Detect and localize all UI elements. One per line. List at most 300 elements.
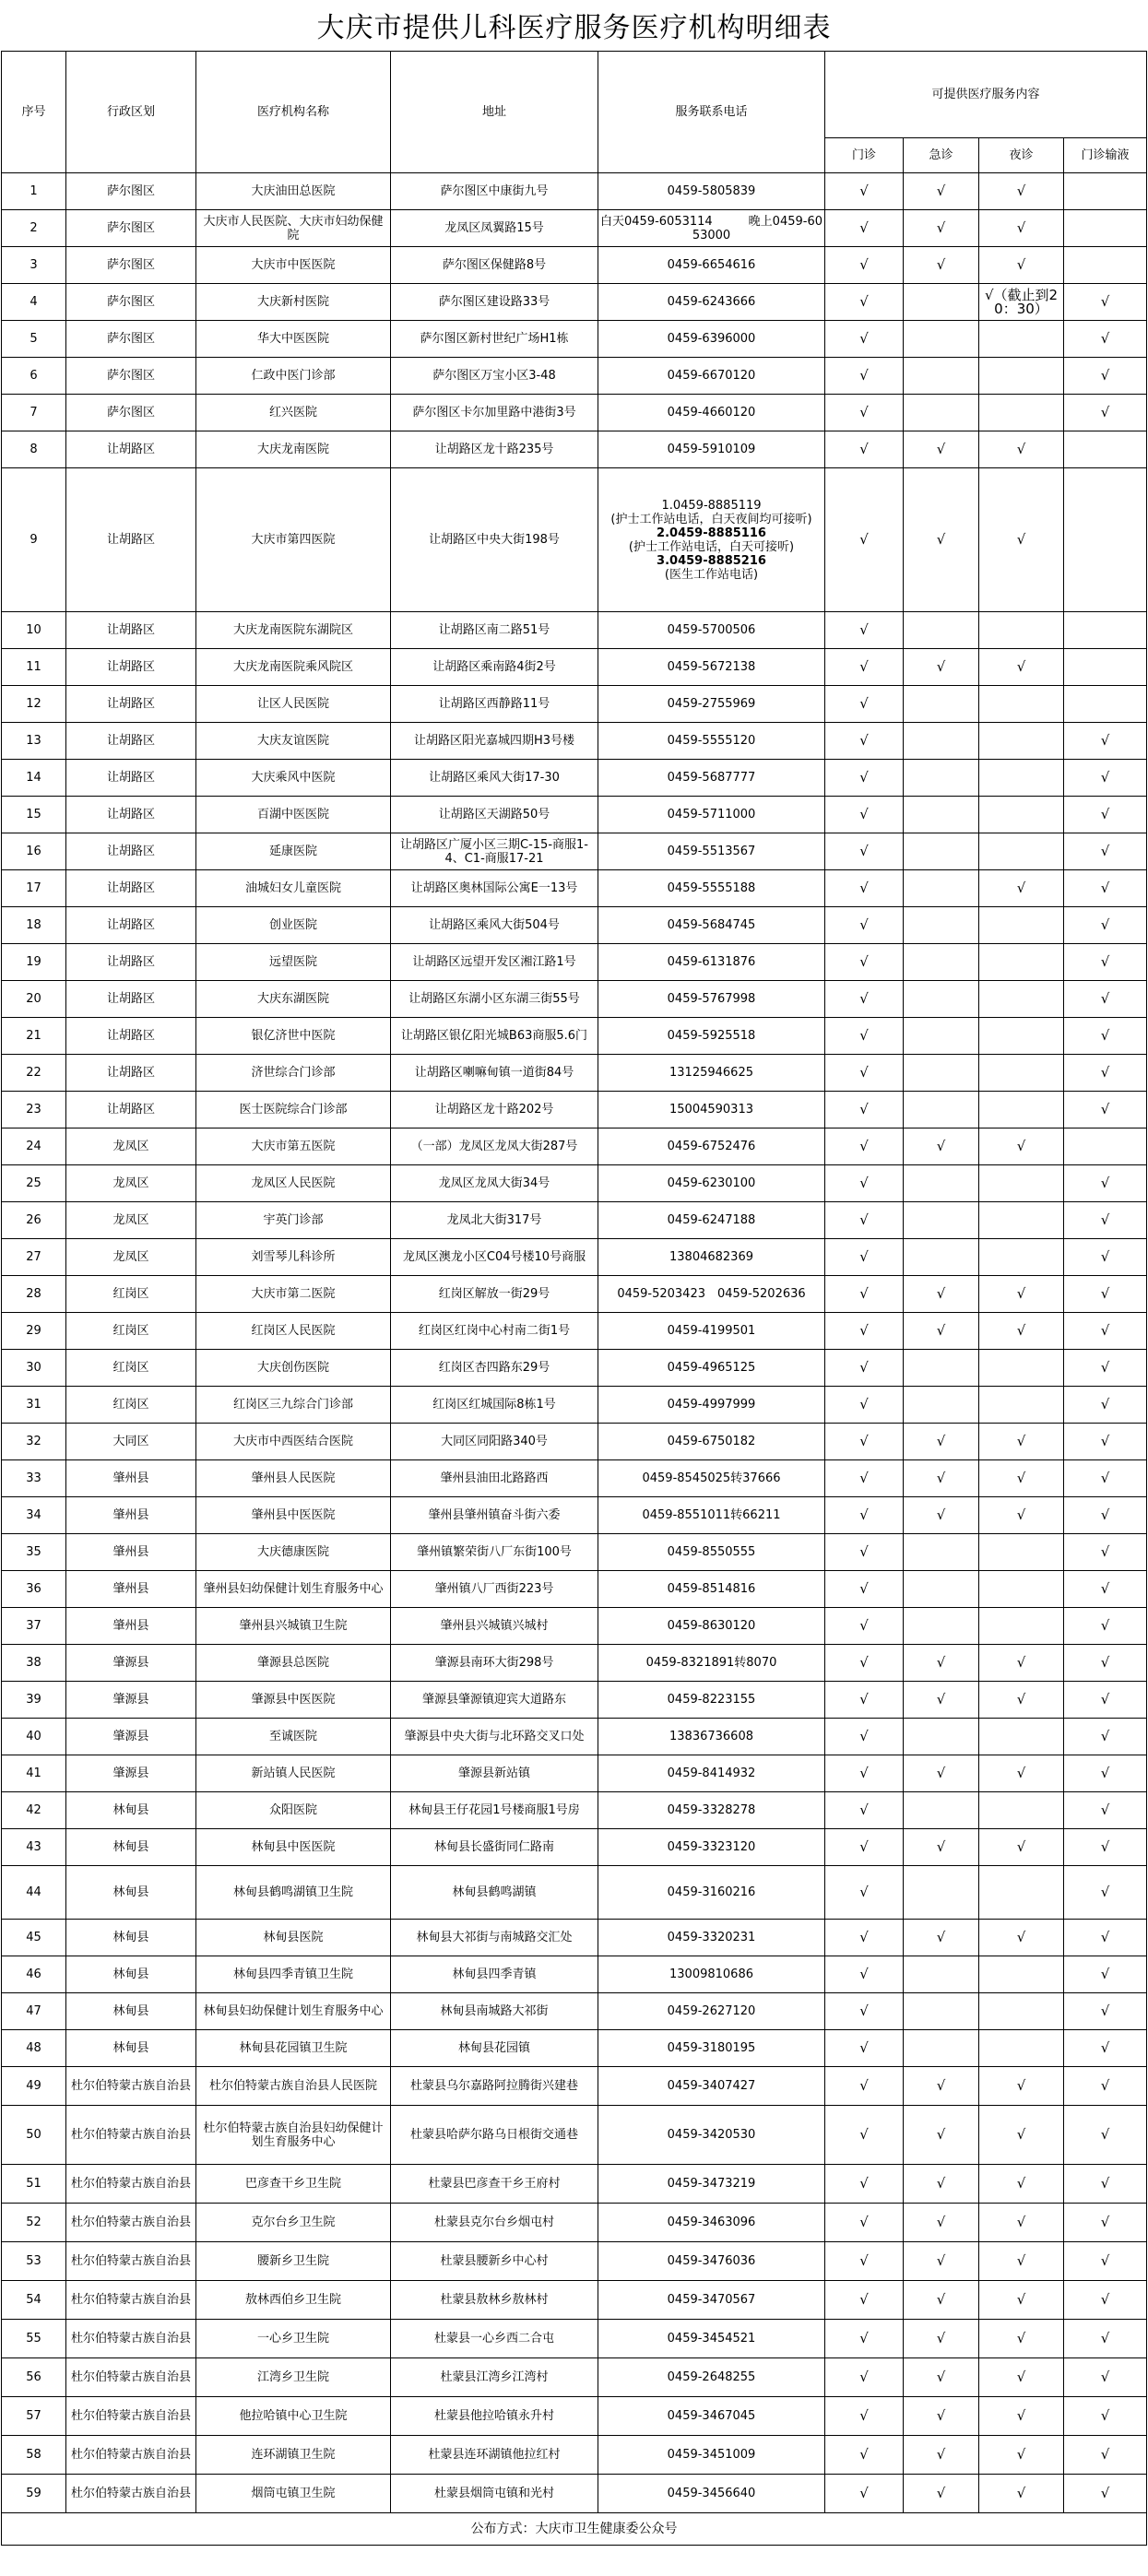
outpatient-check: √ bbox=[825, 1497, 904, 1534]
row-number: 30 bbox=[2, 1350, 66, 1387]
emergency-check: √ bbox=[904, 2242, 979, 2281]
night-check: √ bbox=[979, 2397, 1064, 2436]
table-row bbox=[2, 1018, 1147, 1055]
infusion-check: √ bbox=[1064, 1387, 1147, 1424]
row-district: 林甸县 bbox=[66, 1792, 196, 1829]
row-phone: 0459-5555188 bbox=[598, 870, 825, 907]
infusion-check: √ bbox=[1064, 1920, 1147, 1956]
row-phone: 0459-5925518 bbox=[598, 1018, 825, 1055]
row-district: 红岗区 bbox=[66, 1276, 196, 1313]
row-phone: 13804682369 bbox=[598, 1239, 825, 1276]
outpatient-check: √ bbox=[825, 2242, 904, 2281]
emergency-check: √ bbox=[904, 1920, 979, 1956]
table-row bbox=[2, 1276, 1147, 1313]
night-check: √ bbox=[979, 2067, 1064, 2106]
infusion-check: √ bbox=[1064, 2106, 1147, 2165]
row-hospital-name: 济世综合门诊部 bbox=[196, 1055, 391, 1092]
row-hospital-name: 林甸县四季青镇卫生院 bbox=[196, 1956, 391, 1993]
infusion-check: √ bbox=[1064, 944, 1147, 981]
row-district: 萨尔图区 bbox=[66, 173, 196, 210]
night-check bbox=[979, 686, 1064, 723]
row-district: 肇州县 bbox=[66, 1497, 196, 1534]
emergency-check bbox=[904, 833, 979, 870]
emergency-check bbox=[904, 1866, 979, 1920]
infusion-check bbox=[1064, 431, 1147, 468]
row-district: 林甸县 bbox=[66, 2030, 196, 2067]
row-phone: 0459-4199501 bbox=[598, 1313, 825, 1350]
infusion-check: √ bbox=[1064, 1534, 1147, 1571]
emergency-check bbox=[904, 1165, 979, 1202]
table-row bbox=[2, 2475, 1147, 2513]
row-hospital-name: 肇州县人民医院 bbox=[196, 1460, 391, 1497]
night-check bbox=[979, 358, 1064, 395]
infusion-check: √ bbox=[1064, 1424, 1147, 1460]
row-phone: 0459-5805839 bbox=[598, 173, 825, 210]
row-address: 肇州镇繁荣街八厂东街100号 bbox=[391, 1534, 598, 1571]
row-address: 萨尔图区中康街九号 bbox=[391, 173, 598, 210]
row-hospital-name: 肇州县妇幼保健计划生育服务中心 bbox=[196, 1571, 391, 1608]
row-number: 56 bbox=[2, 2358, 66, 2397]
outpatient-check: √ bbox=[825, 833, 904, 870]
row-phone: 0459-3467045 bbox=[598, 2397, 825, 2436]
row-phone: 0459-4965125 bbox=[598, 1350, 825, 1387]
row-number: 13 bbox=[2, 723, 66, 760]
table-row bbox=[2, 1571, 1147, 1608]
row-address: 让胡路区奥林国际公寓E一13号 bbox=[391, 870, 598, 907]
night-check: √ bbox=[979, 649, 1064, 686]
row-phone: 13836736608 bbox=[598, 1719, 825, 1755]
row-hospital-name: 林甸县中医医院 bbox=[196, 1829, 391, 1866]
emergency-check: √ bbox=[904, 1276, 979, 1313]
outpatient-check: √ bbox=[825, 468, 904, 612]
row-address: 肇源县肇源镇迎宾大道路东 bbox=[391, 1682, 598, 1719]
outpatient-check: √ bbox=[825, 2281, 904, 2320]
row-number: 28 bbox=[2, 1276, 66, 1313]
row-district: 让胡路区 bbox=[66, 797, 196, 833]
row-district: 让胡路区 bbox=[66, 686, 196, 723]
row-phone: 0459-3407427 bbox=[598, 2067, 825, 2106]
row-number: 21 bbox=[2, 1018, 66, 1055]
row-number: 22 bbox=[2, 1055, 66, 1092]
row-number: 27 bbox=[2, 1239, 66, 1276]
row-number: 29 bbox=[2, 1313, 66, 1350]
night-check bbox=[979, 395, 1064, 431]
row-hospital-name: 医士医院综合门诊部 bbox=[196, 1092, 391, 1128]
table-row bbox=[2, 2320, 1147, 2358]
row-district: 红岗区 bbox=[66, 1387, 196, 1424]
row-hospital-name: 杜尔伯特蒙古族自治县人民医院 bbox=[196, 2067, 391, 2106]
row-district: 萨尔图区 bbox=[66, 395, 196, 431]
row-district: 让胡路区 bbox=[66, 612, 196, 649]
table-row bbox=[2, 1534, 1147, 1571]
infusion-check: √ bbox=[1064, 2475, 1147, 2513]
row-hospital-name: 大庆创伤医院 bbox=[196, 1350, 391, 1387]
row-district: 萨尔图区 bbox=[66, 247, 196, 284]
outpatient-check: √ bbox=[825, 1387, 904, 1424]
table-row bbox=[2, 1460, 1147, 1497]
row-number: 7 bbox=[2, 395, 66, 431]
night-check bbox=[979, 1239, 1064, 1276]
row-number: 47 bbox=[2, 1993, 66, 2030]
row-number: 10 bbox=[2, 612, 66, 649]
row-phone: 0459-6243666 bbox=[598, 284, 825, 321]
row-address: （一部）龙凤区龙凤大街287号 bbox=[391, 1128, 598, 1165]
row-hospital-name: 油城妇女儿童医院 bbox=[196, 870, 391, 907]
outpatient-check: √ bbox=[825, 1755, 904, 1792]
row-address: 让胡路区西静路11号 bbox=[391, 686, 598, 723]
row-address: 红岗区红城国际8栋1号 bbox=[391, 1387, 598, 1424]
row-address: 红岗区解放一街29号 bbox=[391, 1276, 598, 1313]
row-number: 19 bbox=[2, 944, 66, 981]
row-hospital-name: 大庆市中医医院 bbox=[196, 247, 391, 284]
row-number: 42 bbox=[2, 1792, 66, 1829]
row-address: 萨尔图区建设路33号 bbox=[391, 284, 598, 321]
row-district: 让胡路区 bbox=[66, 833, 196, 870]
row-hospital-name: 巴彦查干乡卫生院 bbox=[196, 2165, 391, 2204]
row-number: 1 bbox=[2, 173, 66, 210]
table-row bbox=[2, 1092, 1147, 1128]
row-number: 46 bbox=[2, 1956, 66, 1993]
night-check: √（截止到20：30） bbox=[979, 284, 1064, 321]
emergency-check: √ bbox=[904, 173, 979, 210]
table-row bbox=[2, 173, 1147, 210]
row-hospital-name: 至诚医院 bbox=[196, 1719, 391, 1755]
row-address: 杜蒙县烟筒屯镇和光村 bbox=[391, 2475, 598, 2513]
row-address: 肇州县肇州镇奋斗街六委 bbox=[391, 1497, 598, 1534]
table-row bbox=[2, 2242, 1147, 2281]
row-district: 杜尔伯特蒙古族自治县 bbox=[66, 2397, 196, 2436]
row-address: 龙凤区澳龙小区C04号楼10号商服 bbox=[391, 1239, 598, 1276]
table-row bbox=[2, 723, 1147, 760]
infusion-check: √ bbox=[1064, 1276, 1147, 1313]
infusion-check: √ bbox=[1064, 321, 1147, 358]
table-row bbox=[2, 833, 1147, 870]
row-district: 肇源县 bbox=[66, 1682, 196, 1719]
outpatient-check: √ bbox=[825, 2204, 904, 2242]
row-number: 49 bbox=[2, 2067, 66, 2106]
infusion-check: √ bbox=[1064, 2030, 1147, 2067]
infusion-check: √ bbox=[1064, 1608, 1147, 1645]
night-check: √ bbox=[979, 431, 1064, 468]
row-number: 53 bbox=[2, 2242, 66, 2281]
table-row bbox=[2, 1755, 1147, 1792]
row-hospital-name: 他拉哈镇中心卫生院 bbox=[196, 2397, 391, 2436]
night-check: √ bbox=[979, 1424, 1064, 1460]
infusion-check: √ bbox=[1064, 2436, 1147, 2475]
row-address: 让胡路区乘风大街17-30 bbox=[391, 760, 598, 797]
table-row bbox=[2, 2397, 1147, 2436]
emergency-check bbox=[904, 1055, 979, 1092]
row-district: 萨尔图区 bbox=[66, 210, 196, 247]
emergency-check bbox=[904, 1387, 979, 1424]
row-number: 11 bbox=[2, 649, 66, 686]
infusion-check bbox=[1064, 612, 1147, 649]
row-phone: 15004590313 bbox=[598, 1092, 825, 1128]
table-row bbox=[2, 1993, 1147, 2030]
row-district: 让胡路区 bbox=[66, 944, 196, 981]
night-check bbox=[979, 907, 1064, 944]
row-number: 35 bbox=[2, 1534, 66, 1571]
table-row bbox=[2, 2204, 1147, 2242]
outpatient-check: √ bbox=[825, 321, 904, 358]
table-row bbox=[2, 907, 1147, 944]
row-district: 红岗区 bbox=[66, 1313, 196, 1350]
outpatient-check: √ bbox=[825, 1829, 904, 1866]
emergency-check bbox=[904, 1956, 979, 1993]
row-number: 39 bbox=[2, 1682, 66, 1719]
row-phone: 0459-5711000 bbox=[598, 797, 825, 833]
outpatient-check: √ bbox=[825, 1055, 904, 1092]
emergency-check bbox=[904, 981, 979, 1018]
emergency-check: √ bbox=[904, 2436, 979, 2475]
night-check: √ bbox=[979, 173, 1064, 210]
row-hospital-name: 华大中医医院 bbox=[196, 321, 391, 358]
row-phone: 0459-2648255 bbox=[598, 2358, 825, 2397]
infusion-check bbox=[1064, 1128, 1147, 1165]
emergency-check bbox=[904, 612, 979, 649]
phone-line: 2.0459-8885116 bbox=[657, 526, 766, 540]
infusion-check: √ bbox=[1064, 1165, 1147, 1202]
row-address: 龙凤区龙凤大街34号 bbox=[391, 1165, 598, 1202]
row-address: 杜蒙县江湾乡江湾村 bbox=[391, 2358, 598, 2397]
emergency-check: √ bbox=[904, 649, 979, 686]
row-address: 让胡路区龙十路235号 bbox=[391, 431, 598, 468]
row-phone: 0459-6654616 bbox=[598, 247, 825, 284]
night-check bbox=[979, 1092, 1064, 1128]
infusion-check: √ bbox=[1064, 1829, 1147, 1866]
outpatient-check: √ bbox=[825, 686, 904, 723]
night-check bbox=[979, 2030, 1064, 2067]
row-address: 大同区同阳路340号 bbox=[391, 1424, 598, 1460]
outpatient-check: √ bbox=[825, 2436, 904, 2475]
emergency-check bbox=[904, 1092, 979, 1128]
infusion-check: √ bbox=[1064, 2204, 1147, 2242]
emergency-check: √ bbox=[904, 431, 979, 468]
row-number: 17 bbox=[2, 870, 66, 907]
row-phone: 0459-6247188 bbox=[598, 1202, 825, 1239]
infusion-check: √ bbox=[1064, 2281, 1147, 2320]
emergency-check: √ bbox=[904, 2475, 979, 2513]
outpatient-check: √ bbox=[825, 870, 904, 907]
row-hospital-name: 大庆东湖医院 bbox=[196, 981, 391, 1018]
row-address: 让胡路区广厦小区三期C-15-商服1-4、C1-商服17-21 bbox=[391, 833, 598, 870]
emergency-check bbox=[904, 1719, 979, 1755]
row-district: 林甸县 bbox=[66, 1993, 196, 2030]
header-no: 序号 bbox=[2, 52, 66, 173]
infusion-check: √ bbox=[1064, 395, 1147, 431]
infusion-check: √ bbox=[1064, 1755, 1147, 1792]
row-hospital-name: 林甸县医院 bbox=[196, 1920, 391, 1956]
emergency-check: √ bbox=[904, 2106, 979, 2165]
infusion-check: √ bbox=[1064, 833, 1147, 870]
row-district: 林甸县 bbox=[66, 1920, 196, 1956]
row-phone: 0459-5684745 bbox=[598, 907, 825, 944]
phone-line: (医生工作站电话) bbox=[664, 567, 759, 582]
row-phone: 0459-5513567 bbox=[598, 833, 825, 870]
table-row bbox=[2, 612, 1147, 649]
table-row bbox=[2, 284, 1147, 321]
infusion-check: √ bbox=[1064, 797, 1147, 833]
infusion-check bbox=[1064, 468, 1147, 612]
night-check: √ bbox=[979, 1276, 1064, 1313]
night-check: √ bbox=[979, 210, 1064, 247]
row-address: 杜蒙县腰新乡中心村 bbox=[391, 2242, 598, 2281]
table-row bbox=[2, 1792, 1147, 1829]
row-hospital-name: 创业医院 bbox=[196, 907, 391, 944]
table-row bbox=[2, 2281, 1147, 2320]
emergency-check bbox=[904, 1792, 979, 1829]
row-hospital-name: 大庆龙南医院 bbox=[196, 431, 391, 468]
outpatient-check: √ bbox=[825, 1460, 904, 1497]
outpatient-check: √ bbox=[825, 2320, 904, 2358]
night-check: √ bbox=[979, 1497, 1064, 1534]
row-address: 红岗区红岗中心村南二街1号 bbox=[391, 1313, 598, 1350]
emergency-check bbox=[904, 1239, 979, 1276]
table-row bbox=[2, 760, 1147, 797]
table-row bbox=[2, 981, 1147, 1018]
table-row bbox=[2, 1424, 1147, 1460]
table-row bbox=[2, 1608, 1147, 1645]
row-hospital-name: 新站镇人民医院 bbox=[196, 1755, 391, 1792]
table-row bbox=[2, 2436, 1147, 2475]
row-address: 让胡路区中央大街198号 bbox=[391, 468, 598, 612]
emergency-check: √ bbox=[904, 1313, 979, 1350]
night-check bbox=[979, 1792, 1064, 1829]
row-phone: 0459-5910109 bbox=[598, 431, 825, 468]
table-row bbox=[2, 1239, 1147, 1276]
row-address: 让胡路区远望开发区湘江路1号 bbox=[391, 944, 598, 981]
table-row bbox=[2, 2030, 1147, 2067]
row-number: 4 bbox=[2, 284, 66, 321]
outpatient-check: √ bbox=[825, 2030, 904, 2067]
infusion-check: √ bbox=[1064, 1092, 1147, 1128]
night-check bbox=[979, 723, 1064, 760]
table-row bbox=[2, 395, 1147, 431]
emergency-check bbox=[904, 1534, 979, 1571]
night-check: √ bbox=[979, 2475, 1064, 2513]
row-phone: 0459-8551011转66211 bbox=[598, 1497, 825, 1534]
row-hospital-name: 肇州县兴城镇卫生院 bbox=[196, 1608, 391, 1645]
row-number: 6 bbox=[2, 358, 66, 395]
row-hospital-name: 刘雪琴儿科诊所 bbox=[196, 1239, 391, 1276]
row-number: 15 bbox=[2, 797, 66, 833]
row-number: 31 bbox=[2, 1387, 66, 1424]
row-address: 龙凤北大街317号 bbox=[391, 1202, 598, 1239]
night-check bbox=[979, 833, 1064, 870]
row-address: 萨尔图区保健路8号 bbox=[391, 247, 598, 284]
outpatient-check: √ bbox=[825, 2358, 904, 2397]
row-address: 让胡路区喇嘛甸镇一道街84号 bbox=[391, 1055, 598, 1092]
night-check bbox=[979, 1055, 1064, 1092]
table-row bbox=[2, 1387, 1147, 1424]
row-hospital-name: 烟筒屯镇卫生院 bbox=[196, 2475, 391, 2513]
row-district: 杜尔伯特蒙古族自治县 bbox=[66, 2281, 196, 2320]
row-phone: 0459-5687777 bbox=[598, 760, 825, 797]
row-phone: 0459-3160216 bbox=[598, 1866, 825, 1920]
row-hospital-name: 大庆新村医院 bbox=[196, 284, 391, 321]
infusion-check: √ bbox=[1064, 1460, 1147, 1497]
night-check: √ bbox=[979, 1682, 1064, 1719]
infusion-check bbox=[1064, 210, 1147, 247]
outpatient-check: √ bbox=[825, 1608, 904, 1645]
table-row bbox=[2, 1497, 1147, 1534]
infusion-check: √ bbox=[1064, 1645, 1147, 1682]
row-hospital-name: 肇源县总医院 bbox=[196, 1645, 391, 1682]
row-hospital-name: 连环湖镇卫生院 bbox=[196, 2436, 391, 2475]
row-hospital-name: 腰新乡卫生院 bbox=[196, 2242, 391, 2281]
row-address: 让胡路区银亿阳光城B63商服5.6门 bbox=[391, 1018, 598, 1055]
table-row bbox=[2, 321, 1147, 358]
row-phone: 0459-6750182 bbox=[598, 1424, 825, 1460]
outpatient-check: √ bbox=[825, 1350, 904, 1387]
row-address: 让胡路区东湖小区东湖三街55号 bbox=[391, 981, 598, 1018]
night-check bbox=[979, 1350, 1064, 1387]
row-phone: 0459-5767998 bbox=[598, 981, 825, 1018]
table-row bbox=[2, 797, 1147, 833]
row-phone: 0459-6670120 bbox=[598, 358, 825, 395]
row-hospital-name: 红兴医院 bbox=[196, 395, 391, 431]
row-number: 48 bbox=[2, 2030, 66, 2067]
outpatient-check: √ bbox=[825, 431, 904, 468]
row-hospital-name: 宇英门诊部 bbox=[196, 1202, 391, 1239]
night-check: √ bbox=[979, 468, 1064, 612]
infusion-check: √ bbox=[1064, 1497, 1147, 1534]
row-phone: 0459-6230100 bbox=[598, 1165, 825, 1202]
row-hospital-name: 大庆市第二医院 bbox=[196, 1276, 391, 1313]
row-district: 杜尔伯特蒙古族自治县 bbox=[66, 2475, 196, 2513]
row-number: 36 bbox=[2, 1571, 66, 1608]
row-phone: 0459-3320231 bbox=[598, 1920, 825, 1956]
infusion-check: √ bbox=[1064, 981, 1147, 1018]
header-infusion: 门诊输液 bbox=[1064, 138, 1147, 173]
emergency-check: √ bbox=[904, 468, 979, 612]
table-row bbox=[2, 1829, 1147, 1866]
table-row bbox=[2, 247, 1147, 284]
row-district: 红岗区 bbox=[66, 1350, 196, 1387]
night-check: √ bbox=[979, 2281, 1064, 2320]
infusion-check: √ bbox=[1064, 870, 1147, 907]
table-row bbox=[2, 210, 1147, 247]
row-number: 12 bbox=[2, 686, 66, 723]
row-district: 龙凤区 bbox=[66, 1165, 196, 1202]
emergency-check bbox=[904, 797, 979, 833]
header-services: 可提供医疗服务内容 bbox=[825, 52, 1147, 138]
header-name: 医疗机构名称 bbox=[196, 52, 391, 173]
row-phone: 0459-4997999 bbox=[598, 1387, 825, 1424]
row-district: 杜尔伯特蒙古族自治县 bbox=[66, 2358, 196, 2397]
night-check bbox=[979, 1719, 1064, 1755]
table-row bbox=[2, 686, 1147, 723]
emergency-check bbox=[904, 1018, 979, 1055]
phone-line: 1.0459-8885119 bbox=[661, 498, 762, 513]
emergency-check: √ bbox=[904, 2204, 979, 2242]
row-address: 红岗区杏四路东29号 bbox=[391, 1350, 598, 1387]
row-district: 让胡路区 bbox=[66, 468, 196, 612]
emergency-check: √ bbox=[904, 1829, 979, 1866]
table-row bbox=[2, 1165, 1147, 1202]
night-check: √ bbox=[979, 1829, 1064, 1866]
row-address: 林甸县王仔花园1号楼商服1号房 bbox=[391, 1792, 598, 1829]
night-check bbox=[979, 760, 1064, 797]
row-number: 3 bbox=[2, 247, 66, 284]
night-check: √ bbox=[979, 2242, 1064, 2281]
row-hospital-name: 肇州县中医医院 bbox=[196, 1497, 391, 1534]
row-district: 杜尔伯特蒙古族自治县 bbox=[66, 2067, 196, 2106]
row-phone: 0459-5203423 0459-5202636 bbox=[598, 1276, 825, 1313]
row-district: 杜尔伯特蒙古族自治县 bbox=[66, 2165, 196, 2204]
infusion-check: √ bbox=[1064, 2165, 1147, 2204]
row-number: 51 bbox=[2, 2165, 66, 2204]
